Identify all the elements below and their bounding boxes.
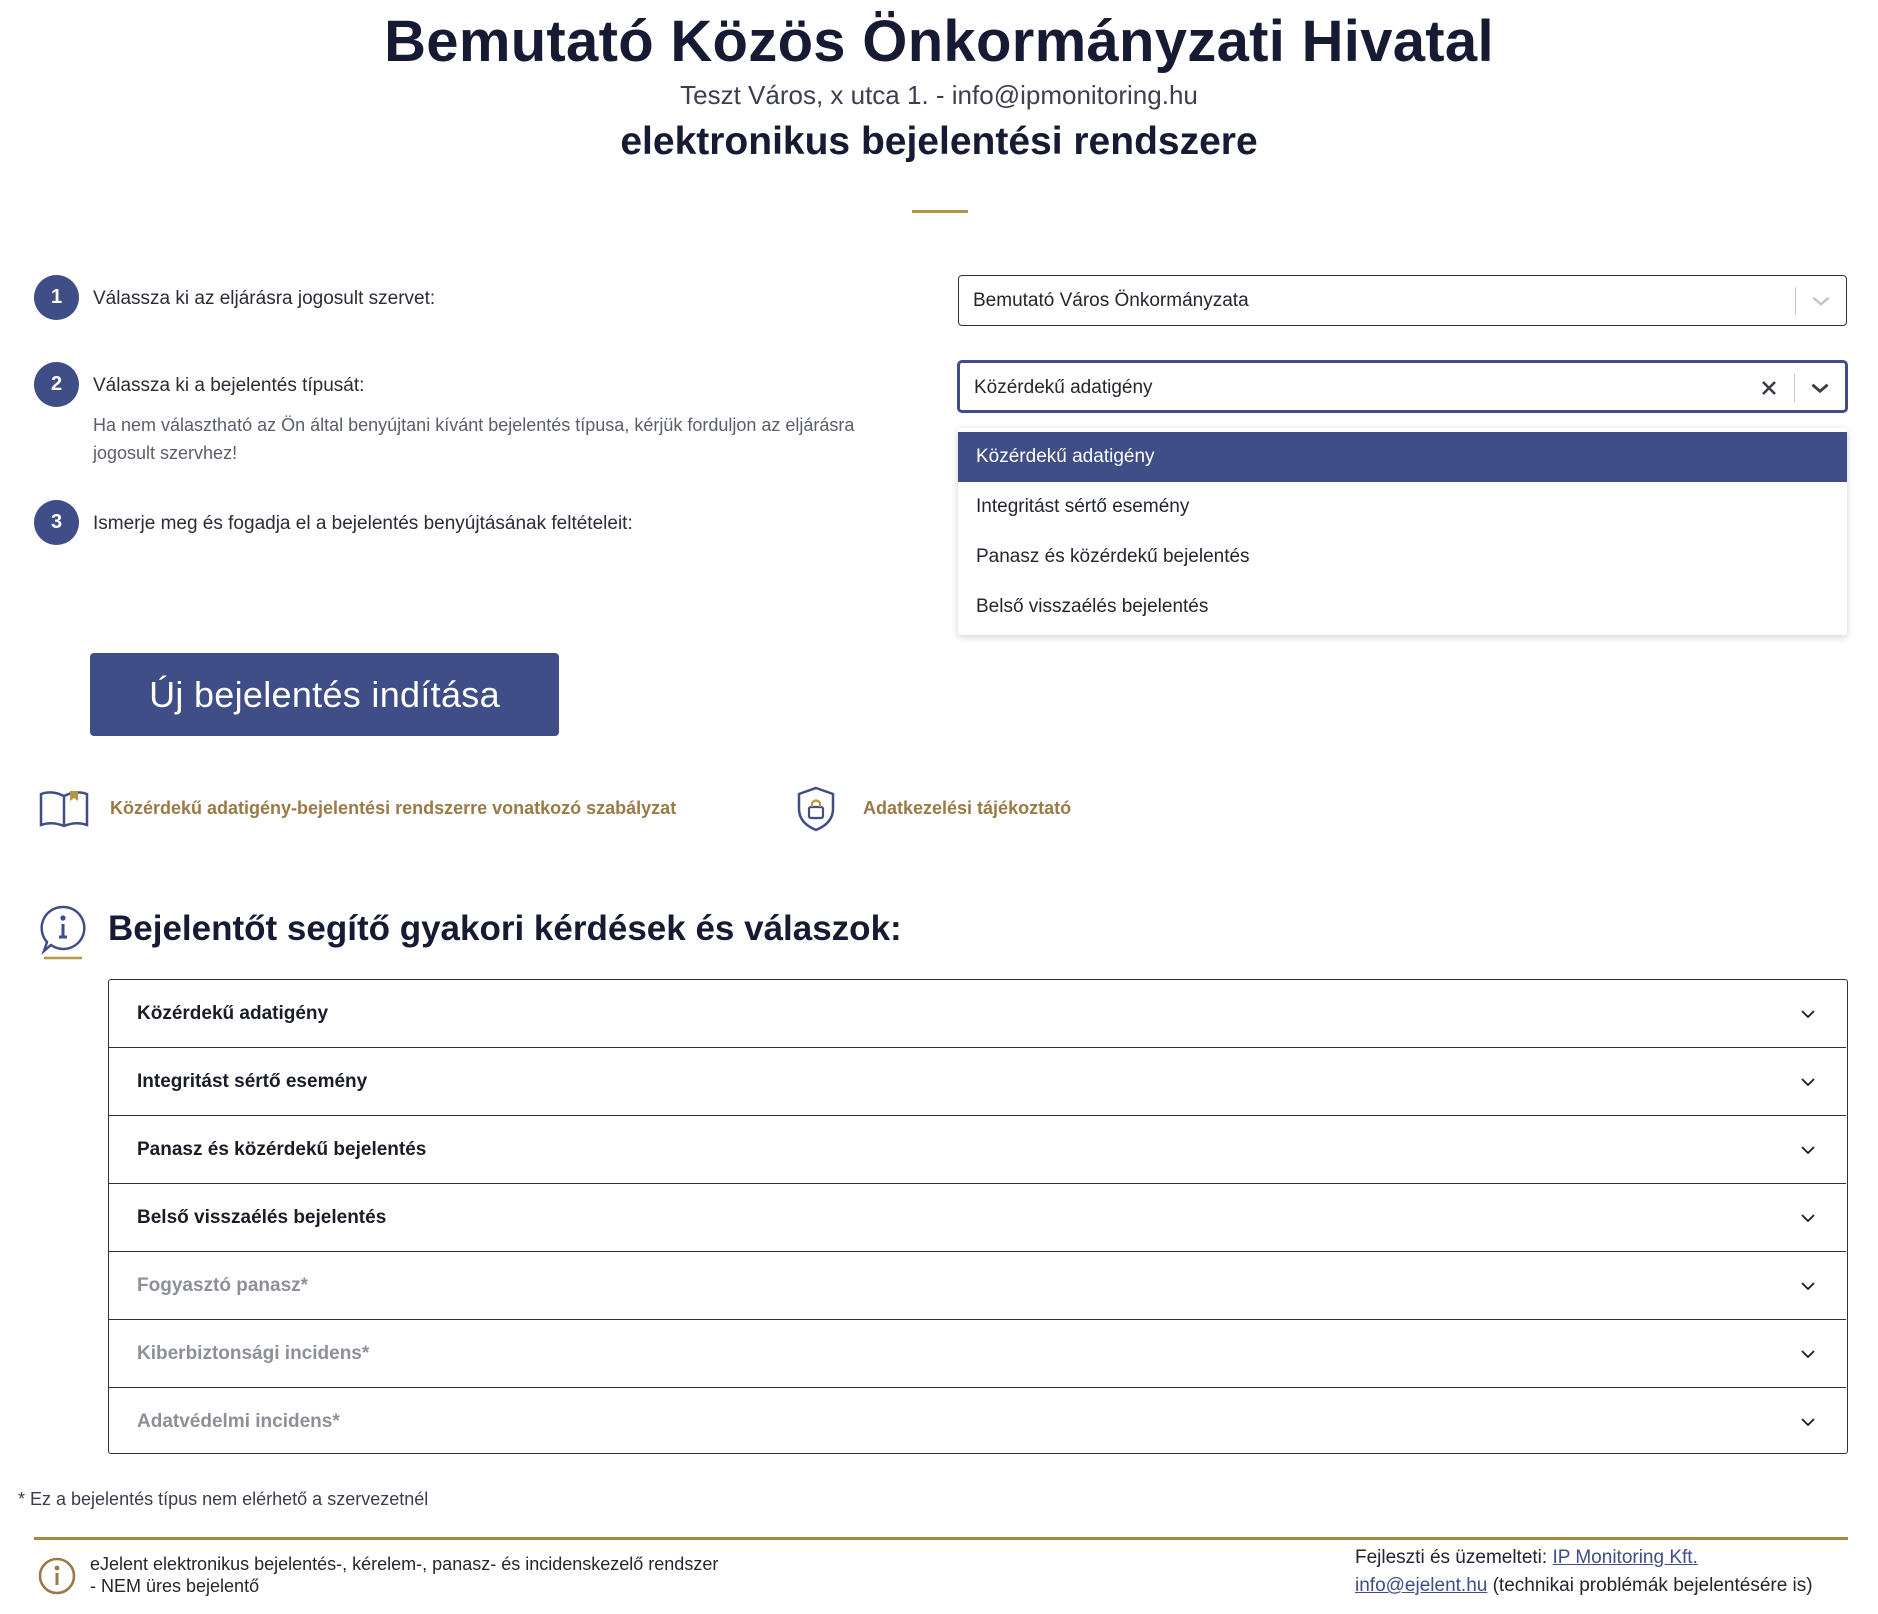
step-note-2: Ha nem választható az Ön által benyújtani kívánt bejelentés típusa, kérjük forduljon az eljárásra jogosult szervhez! — [93, 415, 855, 463]
faq-item[interactable] — [109, 1252, 1846, 1320]
select-separator — [1795, 287, 1796, 315]
step-label-1: Válassza ki az eljárásra jogosult szervet: — [93, 288, 436, 309]
info-bubble-icon — [38, 904, 88, 962]
footer-info — [90, 1553, 718, 1597]
faq-item[interactable] — [109, 1320, 1846, 1388]
report-type-option[interactable]: Belső visszaélés bejelentés — [976, 596, 1209, 617]
faq-item-label: Kiberbiztonsági incidens* — [137, 1343, 370, 1364]
chevron-down-icon — [1798, 1276, 1818, 1296]
organization-select-value: Bemutató Város Önkormányzata — [973, 290, 1249, 311]
footer-divider — [34, 1537, 1848, 1540]
step-number-1: 1 — [34, 275, 79, 320]
step-label-2: Válassza ki a bejelentés típusát: — [93, 375, 365, 396]
faq-item-label: Panasz és közérdekű bejelentés — [137, 1139, 427, 1160]
chevron-down-icon[interactable] — [1807, 375, 1833, 401]
report-type-option[interactable]: Közérdekű adatigény — [958, 432, 1847, 482]
report-type-option[interactable]: Panasz és közérdekű bejelentés — [976, 546, 1250, 567]
select-separator — [1794, 374, 1795, 402]
chevron-down-icon — [1798, 1208, 1818, 1228]
chevron-down-icon — [1798, 1072, 1818, 1092]
page-subtitle: Teszt Város, x utca 1. - info@ipmonitoring.hu — [680, 80, 1198, 110]
chevron-down-icon — [1798, 1004, 1818, 1024]
step-number-2: 2 — [34, 362, 79, 407]
faq-item[interactable] — [109, 980, 1846, 1048]
clear-icon[interactable] — [1757, 376, 1781, 400]
faq-accordion — [108, 979, 1848, 1454]
book-icon — [38, 788, 90, 830]
developer-link[interactable]: IP Monitoring Kft. — [1552, 1547, 1698, 1568]
faq-item-label: Közérdekű adatigény — [137, 1003, 329, 1024]
faq-item-label: Belső visszaélés bejelentés — [137, 1207, 387, 1228]
faq-item-label: Fogyasztó panasz* — [137, 1275, 309, 1296]
title-divider — [912, 210, 968, 213]
report-type-menu — [958, 428, 1847, 635]
faq-item-label: Adatvédelmi incidens* — [137, 1411, 340, 1432]
shield-lock-icon — [795, 785, 837, 833]
system-name: elektronikus bejelentési rendszere — [620, 120, 1258, 163]
support-email-link[interactable]: info@ejelent.hu — [1355, 1575, 1488, 1596]
step-number-3: 3 — [34, 500, 79, 545]
footer-line-1: eJelent elektronikus bejelentés-, kérelem-, panasz- és incidenskezelő rendszer — [90, 1554, 719, 1574]
chevron-down-icon — [1798, 1412, 1818, 1432]
privacy-link[interactable]: Adatkezelési tájékoztató — [863, 798, 1072, 818]
organization-select[interactable] — [958, 275, 1847, 326]
faq-item[interactable] — [109, 1184, 1846, 1252]
footer-line-2: - NEM üres bejelentő — [90, 1576, 260, 1596]
chevron-down-icon[interactable] — [1808, 288, 1834, 314]
page-title: Bemutató Közös Önkormányzati Hivatal — [384, 9, 1494, 74]
faq-item[interactable] — [109, 1388, 1846, 1456]
footer-developer — [1355, 1544, 1813, 1600]
support-email-note: (technikai problémák bejelentésére is) — [1492, 1575, 1813, 1596]
faq-item-label: Integritást sértő esemény — [137, 1071, 368, 1092]
faq-title: Bejelentőt segítő gyakori kérdések és válaszok: — [108, 909, 902, 948]
chevron-down-icon — [1798, 1344, 1818, 1364]
report-type-select[interactable] — [958, 361, 1847, 412]
report-type-select-value: Közérdekű adatigény — [974, 377, 1153, 398]
footnote: * Ez a bejelentés típus nem elérhető a szervezetnél — [18, 1489, 429, 1509]
developer-prefix: Fejleszti és üzemelteti: — [1355, 1547, 1548, 1568]
policy-link[interactable]: Közérdekű adatigény-bejelentési rendszerre vonatkozó szabályzat — [110, 798, 677, 818]
info-icon — [37, 1556, 77, 1596]
start-report-button[interactable]: Új bejelentés indítása — [90, 653, 559, 736]
report-type-option[interactable]: Integritást sértő esemény — [976, 496, 1190, 517]
chevron-down-icon — [1798, 1140, 1818, 1160]
faq-item[interactable] — [109, 1048, 1846, 1116]
faq-item[interactable] — [109, 1116, 1846, 1184]
step-label-3: Ismerje meg és fogadja el a bejelentés benyújtásának feltételeit: — [93, 513, 633, 534]
